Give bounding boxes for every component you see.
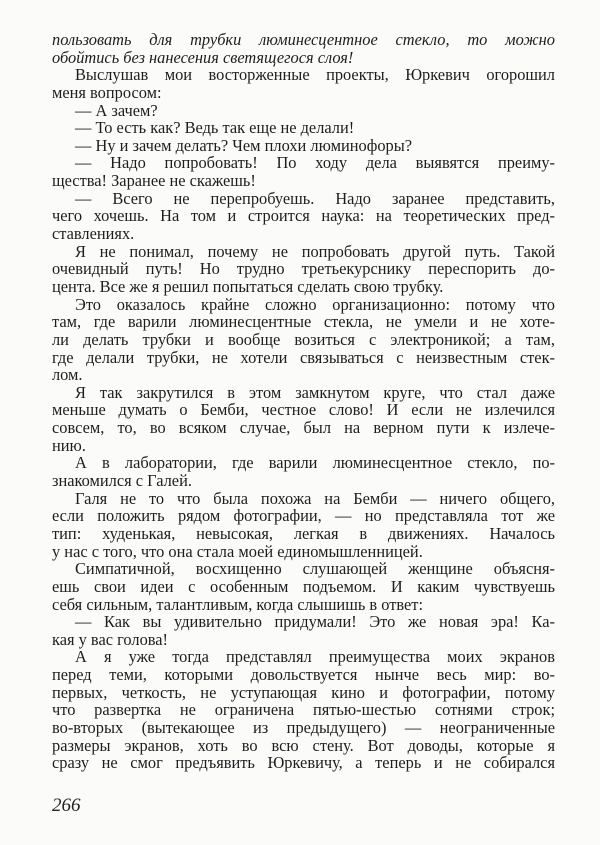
text-line: нию. xyxy=(52,435,86,455)
text-line: что развертка не ограничена пятью-шестью сотнями строк; xyxy=(52,700,555,720)
text-line: меньше думать о Бемби, честное слово! И если не излечился xyxy=(52,400,555,420)
paragraph xyxy=(52,102,555,120)
text-line: Я так закрутился в этом замкнутом круге, что стал даже xyxy=(75,382,555,402)
paragraph xyxy=(52,648,555,771)
paragraph xyxy=(52,137,555,155)
text-line: во-вторых (вытекающее из предыдущего) — неограниченные xyxy=(52,717,555,737)
text-line: чего хочешь. На том и строится наука: на теоретических пред- xyxy=(52,206,555,226)
paragraph xyxy=(52,243,555,296)
paragraph xyxy=(52,31,555,66)
text-line: если положить рядом фотографии, — но представляла тот же xyxy=(52,506,555,526)
text-line: меня вопросом: xyxy=(52,82,162,102)
text-line: — Как вы удивительно придумали! Это же новая эра! Ка- xyxy=(75,612,555,632)
text-line: — Всего не перепробуешь. Надо заранее представить, xyxy=(75,188,555,208)
text-line: размеры экранов, хоть во всю стену. Вот доводы, которые я xyxy=(52,735,555,755)
text-line: сразу не смог предъявить Юркевичу, а теперь и не собирался xyxy=(52,753,555,773)
text-line: перед теми, которыми довольствуется нынче весь мир: во- xyxy=(52,665,555,685)
text-line: где делали трубки, не хотели связываться с неизвестным стек- xyxy=(52,347,555,367)
text-line: там, где варили люминесцентные стекла, не умели и не хоте- xyxy=(52,312,555,332)
text-line: знакомился с Галей. xyxy=(52,471,192,491)
paragraph xyxy=(52,490,555,561)
text-line: — А зачем? xyxy=(75,100,158,120)
text-line: кая у вас голова! xyxy=(52,629,169,649)
text-line: — Надо попробовать! По ходу дела выявятся преиму- xyxy=(75,153,555,173)
text-line: первых, четкость, не уступающая кино и фотографии, потому xyxy=(52,682,555,702)
text-line: — То есть как? Ведь так еще не делали! xyxy=(75,118,355,138)
text-line: Симпатичной, восхищенно слушающей женщине объясня- xyxy=(75,559,555,579)
book-page-text xyxy=(52,31,555,772)
text-line: Это оказалось крайне сложно организационно: потому что xyxy=(75,294,555,314)
paragraph xyxy=(52,119,555,137)
text-line: очевидный путь! Но трудно третьекурснику переспорить до- xyxy=(52,259,555,279)
text-line: тип: худенькая, невысокая, легкая в движениях. Началось xyxy=(52,523,555,543)
text-line: пользовать для трубки люминесцентное стекло, то можно xyxy=(52,30,555,49)
paragraph xyxy=(52,560,555,613)
paragraph xyxy=(52,613,555,648)
text-line: Выслушав мои восторженные проекты, Юркевич огорошил xyxy=(75,65,555,85)
text-line: Я не понимал, почему не попробовать другой путь. Такой xyxy=(75,241,555,261)
text-line: цента. Все же я решил попытаться сделать свою трубку. xyxy=(52,276,444,296)
paragraph xyxy=(52,154,555,189)
text-line: А я уже тогда представлял преимущества моих экранов xyxy=(75,647,555,667)
text-line: ешь свои идеи с особенным подъемом. И каким чувствуешь xyxy=(52,576,555,596)
text-line: ли делать трубки и вообще возиться с электроникой; а там, xyxy=(52,329,555,349)
text-line: себя сильным, талантливым, когда слышишь в ответ: xyxy=(52,594,424,614)
page-number: 266 xyxy=(52,795,81,816)
paragraph xyxy=(52,66,555,101)
paragraph xyxy=(52,454,555,489)
text-line: обойтись без нанесения светящегося слоя! xyxy=(52,47,354,67)
paragraph xyxy=(52,296,555,384)
paragraph xyxy=(52,384,555,455)
text-line: ставлениях. xyxy=(52,224,135,244)
paragraph xyxy=(52,190,555,243)
text-line: совсем, то, во всяком случае, был на верном пути к излече- xyxy=(52,418,555,438)
text-line: Галя не то что была похожа на Бемби — ничего общего, xyxy=(75,488,555,508)
text-line: — Ну и зачем делать? Чем плохи люминофоры? xyxy=(75,135,413,155)
text-line: А в лаборатории, где варили люминесцентное стекло, по- xyxy=(75,453,555,473)
text-line: щества! Заранее не скажешь! xyxy=(52,171,256,191)
text-line: у нас с того, что она стала моей единомышленницей. xyxy=(52,541,423,561)
text-line: лом. xyxy=(52,365,83,385)
